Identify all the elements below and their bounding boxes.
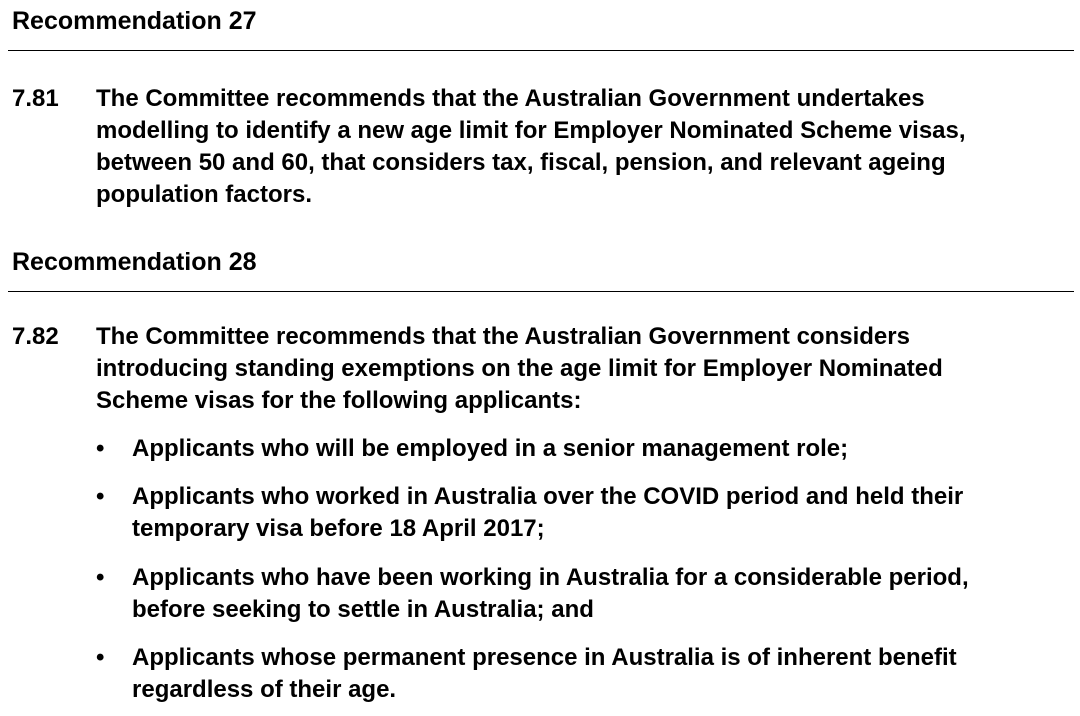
- list-item-line: Applicants who have been working in Australia for a considerable period,: [132, 564, 969, 591]
- bullet-icon: •: [96, 644, 105, 671]
- text-line: The Committee recommends that the Australian Government considers: [96, 323, 910, 350]
- recommendation-text: [96, 83, 1056, 211]
- recommendation-text: [96, 321, 1056, 417]
- list-item-line: temporary visa before 18 April 2017;: [132, 515, 545, 542]
- list-item: [132, 433, 1062, 465]
- list-item: [132, 562, 1062, 626]
- recommendation-27-heading: Recommendation 27: [12, 7, 257, 35]
- paragraph-number: 7.81: [12, 85, 59, 112]
- list-item: [132, 481, 1062, 545]
- list-item-line: Applicants who will be employed in a senior management role;: [132, 435, 849, 462]
- list-item: [132, 642, 1062, 706]
- list-item-line: before seeking to settle in Australia; and: [132, 596, 594, 623]
- list-item-line: Applicants whose permanent presence in Australia is of inherent benefit: [132, 644, 957, 671]
- text-line: introducing standing exemptions on the age limit for Employer Nominated: [96, 355, 943, 382]
- bullet-icon: •: [96, 564, 105, 591]
- text-line: modelling to identify a new age limit for Employer Nominated Scheme visas,: [96, 117, 966, 144]
- paragraph-number: 7.82: [12, 323, 59, 350]
- recommendation-28-heading: Recommendation 28: [12, 248, 257, 276]
- heading-divider: [8, 291, 1074, 292]
- list-item-line: regardless of their age.: [132, 676, 397, 703]
- text-line: The Committee recommends that the Australian Government undertakes: [96, 85, 925, 112]
- heading-divider: [8, 50, 1074, 51]
- list-item-line: Applicants who worked in Australia over the COVID period and held their: [132, 483, 964, 510]
- text-line: population factors.: [96, 181, 312, 208]
- bullet-icon: •: [96, 435, 105, 462]
- text-line: between 50 and 60, that considers tax, fiscal, pension, and relevant ageing: [96, 149, 946, 176]
- bullet-icon: •: [96, 483, 105, 510]
- text-line: Scheme visas for the following applicants:: [96, 387, 582, 414]
